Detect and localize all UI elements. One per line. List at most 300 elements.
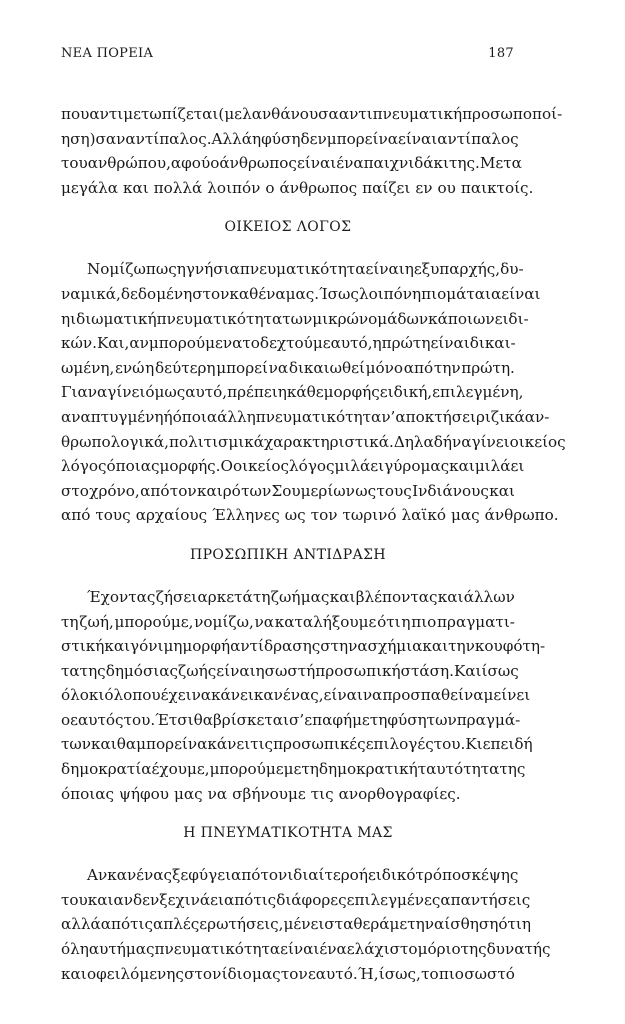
word: κουφότη-	[474, 637, 546, 656]
word: ωμένη,	[61, 358, 115, 377]
word: από	[223, 890, 254, 909]
word: να	[268, 358, 289, 377]
word: οικείος	[232, 457, 290, 476]
word: του	[61, 154, 88, 173]
word: λόγος	[61, 457, 107, 476]
word: ίσως,	[378, 964, 421, 983]
word: ελάχιστο	[346, 940, 418, 959]
word: με	[352, 710, 370, 729]
word: των	[241, 481, 272, 500]
word: δικαιωθεί	[288, 358, 365, 377]
word: εξ	[413, 260, 431, 279]
word: σταθερά	[324, 915, 390, 934]
word: Αν	[87, 866, 108, 885]
word: δικαι-	[469, 334, 516, 353]
word: τωρινό	[342, 506, 397, 525]
word: ειδικό	[367, 866, 416, 885]
word: γίνει	[107, 383, 146, 402]
word: έχουμε,	[151, 760, 210, 779]
word: και	[489, 481, 515, 500]
word: να	[378, 129, 398, 148]
text-line	[61, 863, 519, 888]
text-line	[61, 912, 531, 937]
word: είναι	[323, 686, 363, 705]
word: επαφή	[304, 710, 353, 729]
word: η	[521, 915, 531, 934]
word: μόριο	[417, 940, 461, 959]
word: πρώτη	[381, 334, 431, 353]
word: όποιας	[61, 784, 114, 803]
word: επειδή	[482, 735, 533, 754]
word: κανένας,	[253, 686, 324, 705]
word: και	[61, 964, 87, 983]
word: από	[231, 866, 261, 885]
word: ειδική,	[379, 383, 433, 402]
word: αυτή	[88, 940, 126, 959]
word: των	[61, 735, 92, 754]
text-line	[61, 732, 533, 757]
word: οικείος	[509, 432, 566, 451]
word: αντιμετωπίζεται	[89, 105, 219, 123]
word: μας.	[285, 284, 320, 303]
word: λαϊκό	[401, 506, 446, 525]
word: στην	[320, 637, 358, 656]
word: με	[283, 760, 302, 779]
word: η	[372, 334, 382, 353]
word: η	[61, 309, 71, 328]
word: ανορθογραφίες.	[338, 784, 461, 803]
word: θρωπολογικά,	[61, 432, 169, 451]
text-line	[61, 610, 515, 635]
word: στον	[192, 284, 230, 303]
word: ταυτότητα	[417, 760, 500, 779]
word: παικτοίς.	[460, 178, 534, 197]
word: σ’	[289, 710, 305, 729]
word: κι	[88, 686, 105, 705]
word: ζωή	[270, 587, 301, 606]
word: και	[329, 587, 356, 606]
word: τη	[61, 612, 79, 631]
word: είναι	[280, 940, 320, 959]
word: την	[448, 637, 475, 656]
word: προσπαθεί	[382, 686, 464, 705]
word: ειδι-	[494, 309, 529, 328]
word: δεν	[300, 129, 327, 148]
word: σωστό	[464, 964, 515, 983]
word: και	[449, 457, 475, 476]
text-line	[61, 634, 546, 659]
word: τον	[169, 481, 197, 500]
word: σαν	[95, 129, 126, 148]
word: αυτό,	[185, 383, 228, 402]
word: μπορεί	[216, 358, 268, 377]
word: τους	[376, 481, 412, 500]
word: ο	[210, 154, 220, 173]
word: στο	[61, 481, 89, 500]
word: δεχτούμε	[259, 334, 331, 353]
word: τις	[130, 915, 154, 934]
word: όμως	[145, 383, 186, 402]
word: τον	[280, 964, 308, 983]
word: αίσθηση	[434, 915, 499, 934]
text-line	[61, 257, 524, 282]
word: πολλά	[153, 178, 203, 197]
word: είναι	[397, 129, 438, 148]
word: (με	[218, 105, 243, 123]
word: αντίπαλος.	[125, 129, 212, 148]
word: μπορεί	[136, 735, 188, 754]
word: της	[460, 940, 487, 959]
word: άλλων	[463, 587, 515, 606]
word: μάταια	[446, 284, 502, 303]
word: μας	[125, 940, 155, 959]
word: Δηλαδή	[393, 432, 453, 451]
word: βλέποντας	[355, 587, 438, 606]
word: είναι	[216, 661, 256, 680]
word: ν’	[381, 407, 396, 426]
word: πραγμά-	[456, 710, 521, 729]
word: όλο	[61, 686, 89, 705]
word: τις	[253, 890, 277, 909]
word: τις	[250, 735, 274, 754]
word: δημοκρατία	[61, 760, 152, 779]
text-line	[61, 782, 515, 807]
word: δεδομένη	[120, 284, 193, 303]
word: επιλεγμένη,	[432, 383, 524, 402]
word: το	[242, 334, 260, 353]
word: να	[191, 686, 212, 705]
word: την	[433, 358, 461, 377]
text-line	[61, 585, 515, 610]
word: υπαρχής,	[430, 260, 501, 279]
word: των	[282, 309, 313, 328]
word: της	[499, 760, 526, 779]
word: με	[389, 915, 408, 934]
word: κάποιων	[428, 309, 495, 328]
word: γνήσια	[185, 260, 240, 279]
word: ίδιο	[221, 964, 252, 983]
word: από	[140, 481, 170, 500]
word: ζωής	[178, 661, 217, 680]
word: μας	[174, 784, 203, 803]
section-heading: ΠΡΟΣΩΠΙΚΗ ΑΝΤΙΔΡΑΣΗ	[189, 546, 387, 563]
text-line	[61, 127, 519, 152]
word: εαυτό.	[307, 964, 358, 983]
word: λοιπόν	[358, 284, 413, 303]
word: στική	[61, 637, 105, 656]
word: είναι	[501, 284, 541, 303]
word: λοιπόν	[207, 178, 261, 197]
word: ως	[355, 481, 377, 500]
word: Έχοντας	[87, 587, 156, 606]
word: ξεφύγει	[172, 866, 232, 885]
text-line	[61, 331, 515, 356]
word: και	[91, 735, 117, 754]
section-paragraph	[61, 257, 566, 528]
word: καθένα	[229, 284, 286, 303]
word: μένει	[283, 915, 325, 934]
word: πνευματικότητα	[239, 260, 366, 279]
intro-paragraph	[61, 102, 563, 200]
word: η	[252, 129, 262, 148]
word: Έλληνες	[212, 506, 280, 525]
word: μορφής	[323, 383, 380, 402]
word: σκέψης	[461, 866, 519, 885]
word: όλο	[104, 686, 133, 705]
word: να	[222, 334, 243, 353]
word: πνευματικότητα	[255, 407, 382, 426]
word: από	[61, 506, 91, 525]
word: δεν	[132, 890, 160, 909]
word: ή	[163, 407, 173, 426]
word: δυ-	[500, 260, 524, 279]
word: αλλά	[61, 915, 101, 934]
word: πιο	[438, 964, 464, 983]
word: αυτό,	[330, 334, 373, 353]
word: λανθάνουσα	[242, 105, 339, 123]
word: του	[61, 890, 88, 909]
word: ερωτήσεις,	[199, 915, 284, 934]
text-line	[61, 405, 550, 430]
word: αντίδρασης	[230, 637, 321, 656]
word: εαυτός	[70, 710, 124, 729]
word: να	[362, 686, 383, 705]
word: χρόνο,	[89, 481, 140, 500]
word: τα	[61, 661, 80, 680]
word: στάση.	[400, 661, 454, 680]
word: πιο	[411, 612, 437, 631]
word: μιλάει	[474, 457, 525, 476]
word: παιχνιδάκι	[363, 154, 450, 173]
word: όλη	[61, 940, 89, 959]
page-body	[61, 102, 566, 986]
word: προσωπικές	[273, 735, 366, 754]
word: ηση)	[61, 129, 96, 148]
word: ασχήμια	[357, 637, 423, 656]
section-heading: ΟΙΚΕΙΟΣ ΛΟΓΟΣ	[224, 219, 352, 236]
word: μορφής.	[159, 457, 221, 476]
word: ιδιωματική	[70, 309, 157, 328]
word: επιλεγμένες	[346, 890, 441, 909]
word: δυνατής	[486, 940, 551, 959]
word: του.	[123, 710, 156, 729]
word: Για	[61, 383, 88, 402]
text-line	[61, 282, 541, 307]
word: θα	[116, 735, 137, 754]
word: Ή,	[357, 964, 379, 983]
word: η	[176, 260, 186, 279]
word: η	[412, 284, 422, 303]
word: γύρο	[384, 457, 421, 476]
word: ζήσει	[155, 587, 198, 606]
word: ίσως	[481, 661, 519, 680]
text-line	[61, 454, 525, 479]
word: μας	[252, 964, 281, 983]
word: αν	[113, 890, 133, 909]
word: πρώτη.	[461, 358, 515, 377]
word: ναμικά,	[61, 284, 121, 303]
word: νομίζω,	[194, 612, 254, 631]
text-line	[61, 708, 521, 733]
word: τη	[253, 587, 271, 606]
word: να	[254, 612, 275, 631]
word: πνευματικότητα	[154, 940, 281, 959]
text-line	[61, 888, 531, 913]
word: αντίπαλος	[437, 129, 519, 148]
word: σωστή	[264, 661, 316, 680]
word: της	[79, 661, 106, 680]
word: να	[87, 383, 108, 402]
word: τα	[503, 154, 522, 173]
word: αποκτήσει	[395, 407, 476, 426]
word: Ίσως	[319, 284, 359, 303]
word: που	[61, 105, 90, 123]
word: η	[145, 358, 155, 377]
word: μπορούμε	[209, 760, 284, 779]
word: μπορούμε	[148, 334, 223, 353]
word: μπορούμε,	[114, 612, 194, 631]
word: από	[403, 358, 434, 377]
word: πραγματι-	[437, 612, 515, 631]
text-line	[61, 430, 566, 455]
word: πως	[145, 260, 177, 279]
text-line	[61, 307, 529, 332]
word: ου	[437, 178, 456, 197]
word: μείνει	[483, 686, 531, 705]
word: την	[407, 915, 435, 934]
word: απαντήσεις	[440, 890, 531, 909]
word: να	[463, 686, 484, 705]
word: ανθρώπου,	[87, 154, 171, 173]
word: η	[404, 260, 414, 279]
word: τις	[310, 784, 334, 803]
word: ή	[358, 866, 368, 885]
word: κανένας	[107, 866, 173, 885]
text-line	[61, 151, 522, 176]
word: αφού	[170, 154, 211, 173]
word: μορφή	[182, 637, 231, 656]
word: ένα	[336, 154, 364, 173]
word: μόνο	[365, 358, 404, 377]
word: γίνει	[471, 432, 510, 451]
word: είναι	[296, 154, 337, 173]
word: Και	[453, 661, 482, 680]
word: έχει	[160, 686, 192, 705]
word: δημοκρατική	[318, 760, 418, 779]
text-line	[61, 503, 559, 528]
word: άλλη	[217, 407, 256, 426]
text-line	[61, 176, 534, 201]
word: δεύτερη	[154, 358, 216, 377]
text-line	[61, 962, 515, 987]
word: όποια	[172, 407, 218, 426]
word: πρέπει	[227, 383, 278, 402]
word: αντιπνευματική	[338, 105, 463, 123]
word: Έτσι	[155, 710, 194, 729]
text-line	[61, 937, 551, 962]
text-line	[61, 479, 515, 504]
word: και	[87, 890, 114, 909]
word: και	[104, 637, 131, 656]
word: ιδιαίτερο	[287, 866, 359, 885]
word: Με	[479, 154, 504, 173]
text-line	[61, 757, 526, 782]
word: Ινδιάνους	[412, 481, 489, 500]
word: του.	[433, 735, 466, 754]
word: κάνει	[211, 686, 254, 705]
word: η	[401, 612, 411, 631]
word: να	[452, 432, 472, 451]
word: τη	[369, 710, 388, 729]
page-number: 187	[488, 46, 514, 61]
word: φύση	[387, 710, 427, 729]
word: άνθρωπο.	[484, 506, 559, 525]
word: δημόσιας	[105, 661, 179, 680]
word: και	[437, 587, 464, 606]
word: και	[422, 637, 449, 656]
word: ζωή,	[79, 612, 114, 631]
word: σβήνουμε	[232, 784, 306, 803]
word: καταλήξουμε	[274, 612, 377, 631]
word: μας	[300, 587, 330, 606]
word: η	[277, 383, 287, 402]
word: μπορεί	[326, 129, 379, 148]
word: μας	[420, 457, 450, 476]
word: προσωποποί-	[462, 105, 563, 123]
word: Ο	[220, 457, 233, 476]
section-heading: Η ΠΝΕΥΜΑΤΙΚΟΤΗΤΑ ΜΑΣ	[183, 825, 393, 842]
word: επιλογές	[365, 735, 434, 754]
word: κάθε	[286, 383, 324, 402]
word: όποιας	[106, 457, 160, 476]
word: ενώ	[114, 358, 145, 377]
word: εν	[415, 178, 433, 197]
text-line	[61, 380, 524, 405]
word: ψήφου	[119, 784, 170, 803]
word: πνευματικότητα	[156, 309, 283, 328]
word: και	[122, 178, 149, 197]
word: ως	[284, 506, 306, 525]
word: τον	[310, 506, 338, 525]
word: μας	[451, 506, 480, 525]
section-paragraph	[61, 585, 546, 806]
word: πιο	[421, 284, 447, 303]
word: Νομίζω	[87, 260, 146, 279]
text-line	[61, 102, 563, 127]
running-title: ΝΕΑ ΠΟΡΕΙΑ	[61, 46, 154, 61]
word: τους	[95, 506, 131, 525]
word: στον	[184, 964, 222, 983]
word: ξεχινάει	[159, 890, 224, 909]
word: το	[421, 964, 439, 983]
word: ότι	[498, 915, 522, 934]
word: άνθρωπος	[279, 178, 358, 197]
word: των	[426, 710, 457, 729]
word: λόγος	[289, 457, 335, 476]
word: οφειλόμενης	[86, 964, 184, 983]
sections	[61, 200, 566, 986]
word: μιλάει	[334, 457, 385, 476]
word: Κι	[465, 735, 483, 754]
word: ένα	[319, 940, 347, 959]
word: άνθρωπος	[219, 154, 297, 173]
word: αν-	[524, 407, 550, 426]
word: τη	[301, 760, 319, 779]
word: τον	[260, 866, 288, 885]
word: αρκετά	[197, 587, 253, 606]
word: ομάδων	[368, 309, 429, 328]
word: να	[187, 735, 208, 754]
